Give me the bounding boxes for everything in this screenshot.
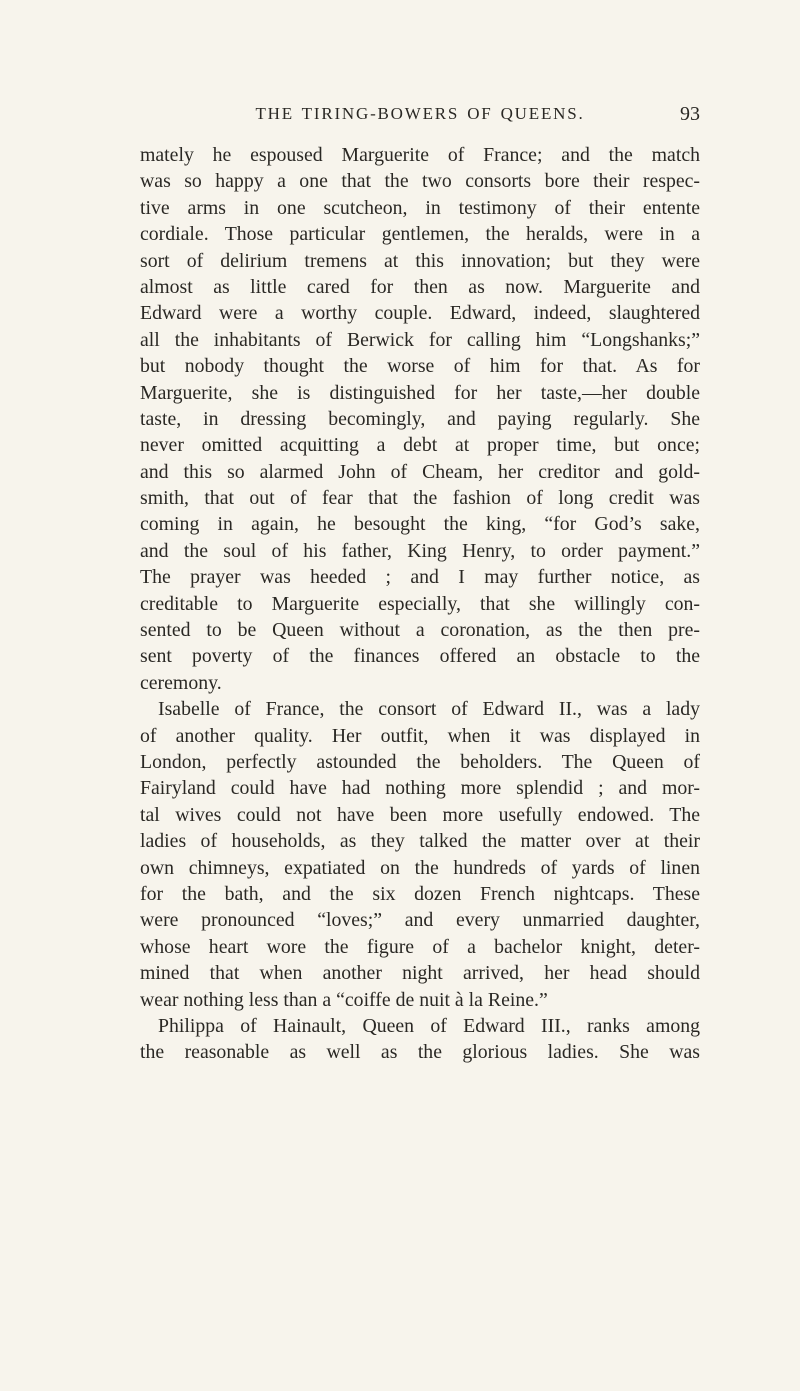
- text-line: smith, that out of fear that the fashion of long credit was: [140, 487, 700, 510]
- text-line: Fairyland could have had nothing more splendid ; and mor-: [140, 777, 700, 800]
- text-line: was so happy a one that the two consorts bore their respec-: [140, 170, 700, 193]
- text-line: own chimneys, expatiated on the hundreds of yards of linen: [140, 856, 700, 879]
- text-line: tal wives could not have been more usefully endowed. The: [140, 803, 700, 826]
- text-line: Marguerite, she is distinguished for her taste,—her double: [140, 381, 700, 404]
- text-line: ceremony.: [140, 671, 222, 694]
- text-line: of another quality. Her outfit, when it was displayed in: [140, 724, 700, 747]
- text-line: wear nothing less than a “coiffe de nuit à la Reine.”: [140, 988, 548, 1011]
- text-line: Philippa of Hainault, Queen of Edward III., ranks among: [158, 1014, 700, 1037]
- text-line: London, perfectly astounded the beholders. The Queen of: [140, 750, 700, 773]
- text-line: mined that when another night arrived, her head should: [140, 962, 700, 985]
- page-header: [140, 104, 700, 128]
- text-line: cordiale. Those particular gentlemen, the heralds, were in a: [140, 223, 700, 246]
- text-line: sented to be Queen without a coronation, as the then pre-: [140, 619, 700, 642]
- text-line: and the soul of his father, King Henry, to order payment.”: [140, 539, 700, 562]
- text-line: never omitted acquitting a debt at proper time, but once;: [140, 434, 700, 457]
- text-line: coming in again, he besought the king, “for God’s sake,: [140, 513, 700, 536]
- text-line: Edward were a worthy couple. Edward, indeed, slaughtered: [140, 302, 700, 325]
- text-line: the reasonable as well as the glorious ladies. She was: [140, 1041, 700, 1064]
- text-line: were pronounced “loves;” and every unmarried daughter,: [140, 909, 700, 932]
- text-line: almost as little cared for then as now. Marguerite and: [140, 275, 700, 298]
- text-line: for the bath, and the six dozen French nightcaps. These: [140, 882, 700, 905]
- text-line: all the inhabitants of Berwick for calling him “Longshanks;”: [140, 328, 700, 351]
- text-line: sent poverty of the finances offered an obstacle to the: [140, 645, 700, 668]
- text-line: sort of delirium tremens at this innovation; but they were: [140, 249, 700, 272]
- text-line: The prayer was heeded ; and I may further notice, as: [140, 566, 700, 589]
- text-line: mately he espoused Marguerite of France; and the match: [140, 144, 700, 166]
- text-line: ladies of households, as they talked the matter over at their: [140, 830, 700, 853]
- text-line: whose heart wore the figure of a bachelor knight, deter-: [140, 935, 700, 958]
- page-number: 93: [680, 103, 700, 125]
- text-line: and this so alarmed John of Cheam, her creditor and gold-: [140, 460, 700, 483]
- text-line: Isabelle of France, the consort of Edward II., was a lady: [158, 698, 700, 721]
- text-line: but nobody thought the worse of him for that. As for: [140, 355, 700, 378]
- text-line: tive arms in one scutcheon, in testimony of their entente: [140, 196, 700, 219]
- body-text: [140, 142, 700, 1066]
- running-head: THE TIRING-BOWERS OF QUEENS.: [255, 104, 585, 123]
- text-line: taste, in dressing becomingly, and paying regularly. She: [140, 407, 700, 430]
- text-line: creditable to Marguerite especially, that she willingly con-: [140, 592, 700, 615]
